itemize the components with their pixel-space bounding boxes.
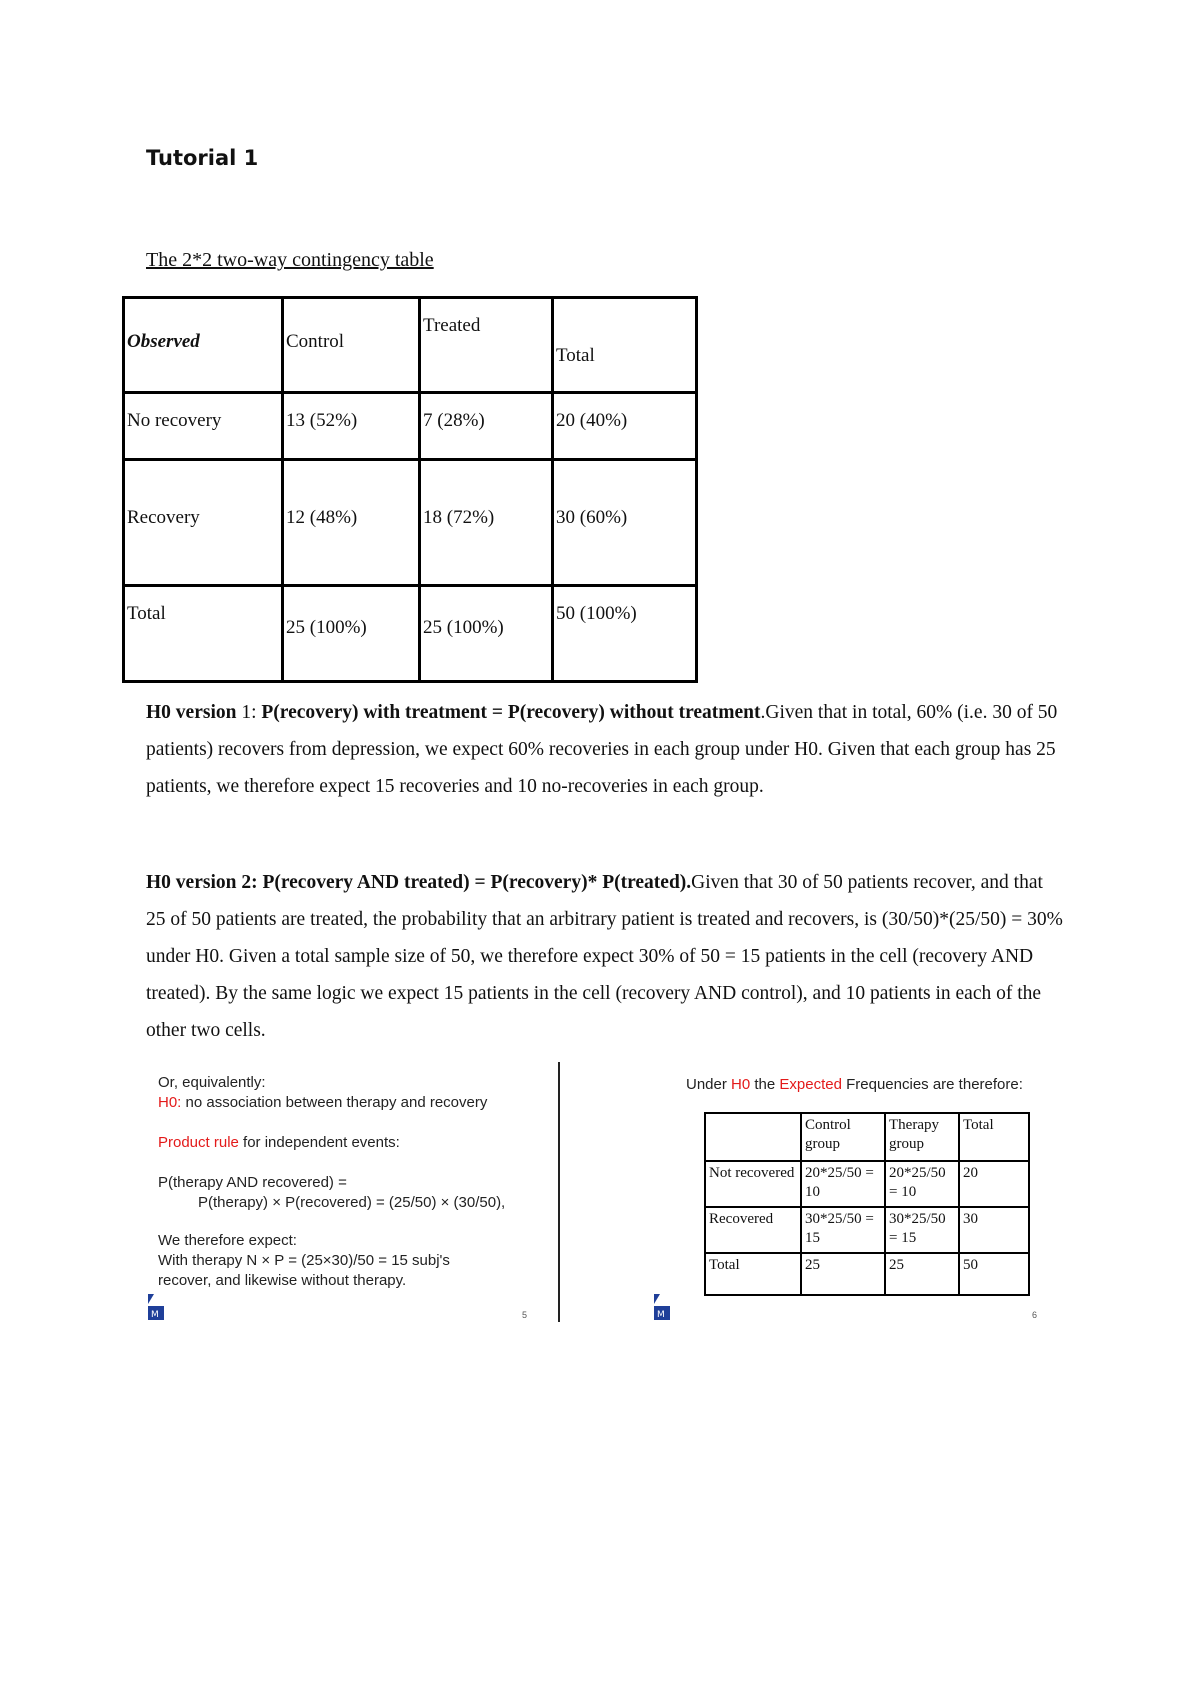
table-cell: 7 (28%) bbox=[423, 410, 485, 431]
table-row bbox=[705, 1207, 1029, 1253]
header-control: Control bbox=[286, 331, 345, 352]
heading-text: Under bbox=[686, 1076, 732, 1093]
table-caption: The 2*2 two-way contingency table bbox=[146, 249, 434, 271]
slide-line: With therapy N × P = (25×30)/50 = 15 subj's bbox=[158, 1252, 450, 1269]
h0-version-1-paragraph bbox=[146, 694, 1066, 805]
slide-page-number: 5 bbox=[522, 1310, 528, 1320]
table-cell: 20*25/50 = 10 bbox=[885, 1161, 959, 1207]
h0-version-2-text: Given that 30 of 50 patients recover, and that 25 of 50 patients are treated, the probability that an arbitrary patient is treated and recovers, is (30/50)*(25/50) = 30% under H0. Given a total sample size of 50, we therefore expect 30% of 50 = 15 patients in the cell (recovery AND treated). By the same logic we expect 15 patients in the cell (recovery AND control), and 10 patients in each of the other two cells. bbox=[146, 872, 1063, 1041]
table-cell: 18 (72%) bbox=[423, 507, 495, 528]
slide-h0-label: H0: bbox=[158, 1094, 182, 1111]
header-total: Total bbox=[556, 345, 595, 366]
slide-line: Or, equivalently: bbox=[158, 1074, 266, 1091]
row-label: Recovered bbox=[705, 1207, 801, 1253]
svg-text:M: M bbox=[657, 1310, 665, 1320]
expected-frequencies-table bbox=[704, 1112, 1030, 1296]
table-row bbox=[705, 1161, 1029, 1207]
header-control-group: Control group bbox=[801, 1113, 885, 1161]
table-header-row bbox=[705, 1113, 1029, 1161]
table-cell bbox=[705, 1113, 801, 1161]
slide-page-number: 6 bbox=[1032, 1310, 1038, 1320]
h0-version-1-text: .Given that in total, 60% (i.e. 30 of 50 patients) recovers from depression, we expect 60% recoveries in each group under H0. Given that each group has 25 patients, we therefore expect 15 recoveries and 10 no-recoveries in each group. bbox=[146, 702, 1058, 797]
table-cell: 30 bbox=[959, 1207, 1029, 1253]
table-cell: 20*25/50 = 10 bbox=[801, 1161, 885, 1207]
row-label: Total bbox=[127, 603, 166, 624]
table-cell: 25 (100%) bbox=[286, 617, 367, 638]
slide-heading bbox=[686, 1076, 1023, 1093]
heading-text: the bbox=[750, 1076, 780, 1093]
slide-line bbox=[158, 1134, 400, 1151]
table-row bbox=[124, 460, 697, 586]
slide-product-rule bbox=[146, 1060, 546, 1322]
observed-contingency-table bbox=[122, 296, 698, 683]
header-treated: Treated bbox=[423, 315, 481, 336]
table-header-row bbox=[124, 298, 697, 393]
h0-version-1-statement: P(recovery) with treatment = P(recovery) without treatment bbox=[261, 702, 761, 723]
svg-text:M: M bbox=[151, 1310, 159, 1320]
table-cell: 50 (100%) bbox=[556, 603, 637, 624]
table-cell: 30 (60%) bbox=[556, 507, 628, 528]
slide-divider bbox=[558, 1062, 560, 1322]
slide-line: P(therapy AND recovered) = bbox=[158, 1174, 347, 1191]
table-row bbox=[124, 393, 697, 460]
table-cell: 20 (40%) bbox=[556, 410, 628, 431]
slide-product-rule-label: Product rule bbox=[158, 1134, 239, 1151]
row-label: Not recovered bbox=[705, 1161, 801, 1207]
university-logo-icon bbox=[148, 1294, 164, 1320]
slide-line: P(therapy) × P(recovered) = (25/50) × (30/50), bbox=[198, 1194, 506, 1211]
page-title: Tutorial 1 bbox=[146, 146, 259, 170]
h0-version-2-paragraph bbox=[146, 864, 1066, 1049]
slide-line bbox=[158, 1094, 487, 1111]
header-total: Total bbox=[959, 1113, 1029, 1161]
table-cell: 25 (100%) bbox=[423, 617, 504, 638]
table-cell: 20 bbox=[959, 1161, 1029, 1207]
university-logo-icon bbox=[654, 1294, 670, 1320]
table-row bbox=[705, 1253, 1029, 1295]
table-cell: 12 (48%) bbox=[286, 507, 358, 528]
slide-line: recover, and likewise without therapy. bbox=[158, 1272, 407, 1289]
heading-expected: Expected bbox=[779, 1076, 842, 1093]
slide-line: We therefore expect: bbox=[158, 1232, 297, 1249]
slide-line-text: for independent events: bbox=[238, 1134, 400, 1151]
table-cell: 30*25/50 = 15 bbox=[801, 1207, 885, 1253]
row-label: No recovery bbox=[127, 410, 222, 431]
table-cell: 25 bbox=[885, 1253, 959, 1295]
row-label: Recovery bbox=[127, 507, 200, 528]
table-row bbox=[124, 586, 697, 682]
table-cell: 30*25/50 = 15 bbox=[885, 1207, 959, 1253]
table-cell: 13 (52%) bbox=[286, 410, 358, 431]
heading-text: Frequencies are therefore: bbox=[841, 1076, 1023, 1093]
slide-line-text: no association between therapy and recovery bbox=[181, 1094, 488, 1111]
heading-h0: H0 bbox=[731, 1076, 751, 1093]
h0-version-2-statement: H0 version 2: P(recovery AND treated) = P(recovery)* P(treated). bbox=[146, 872, 692, 893]
h0-version-1-number: 1: bbox=[236, 702, 262, 723]
h0-version-1-label: H0 version bbox=[146, 702, 237, 723]
row-label: Total bbox=[705, 1253, 801, 1295]
header-observed: Observed bbox=[127, 331, 200, 352]
header-therapy-group: Therapy group bbox=[885, 1113, 959, 1161]
table-cell: 50 bbox=[959, 1253, 1029, 1295]
table-cell: 25 bbox=[801, 1253, 885, 1295]
